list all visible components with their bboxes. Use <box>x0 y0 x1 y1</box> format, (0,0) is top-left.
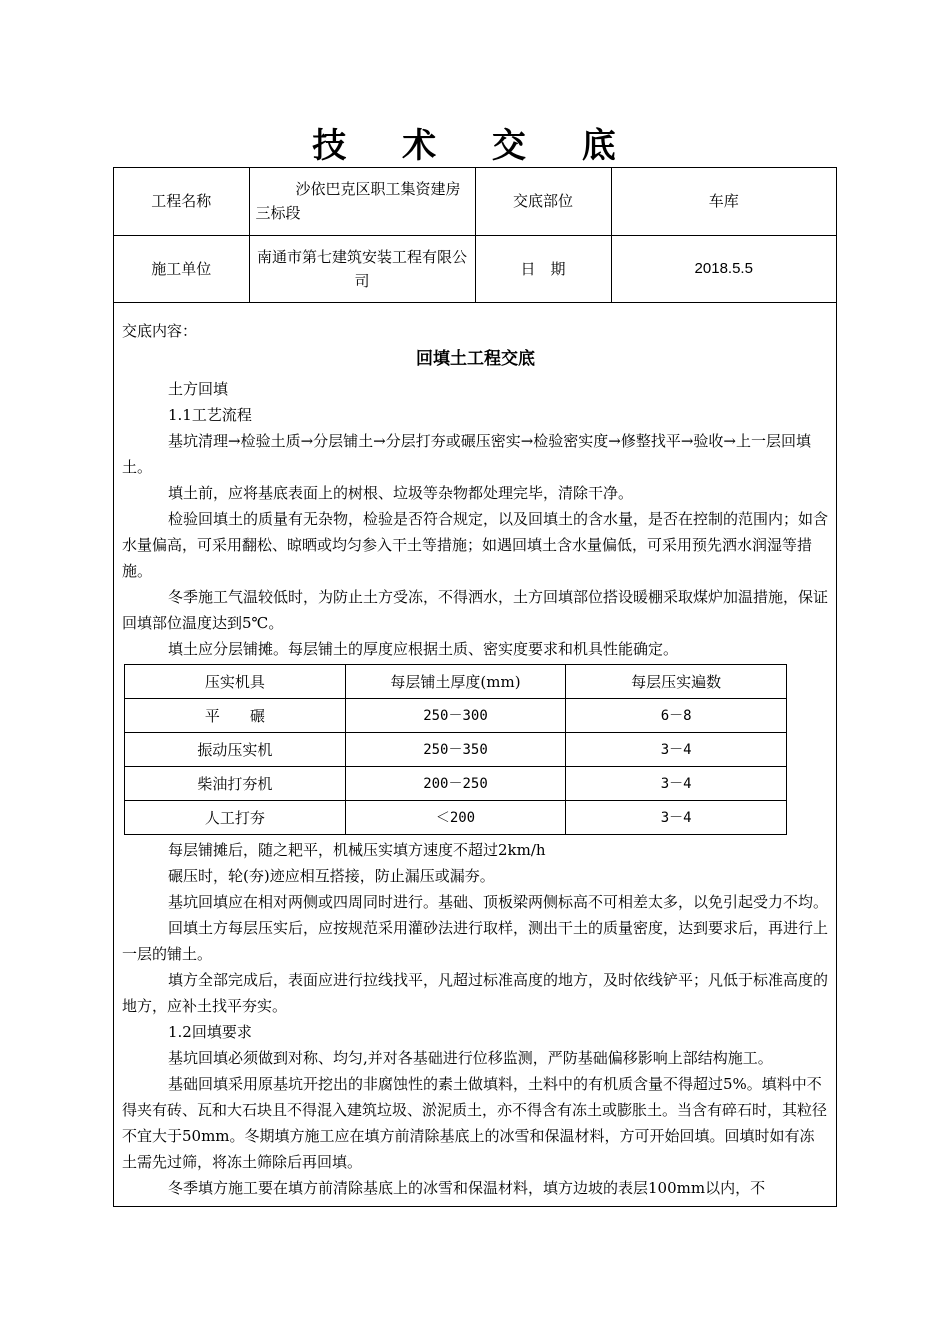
table-cell: 3－4 <box>566 801 787 835</box>
table-cell: 250－350 <box>345 733 566 767</box>
table-cell: 3－4 <box>566 733 787 767</box>
disclosure-content <box>122 318 829 1201</box>
table-header-row <box>125 665 787 699</box>
subsection-1-1: 1.1工艺流程 <box>168 406 252 424</box>
compaction-table <box>124 664 787 835</box>
paragraph: 每层铺摊后，随之耙平，机械压实填方速度不超过2km/h <box>168 841 546 859</box>
paragraph: 填土应分层铺摊。每层铺土的厚度应根据土质、密实度要求和机具性能确定。 <box>168 640 679 658</box>
table-header-cell: 压实机具 <box>125 665 346 699</box>
disclosure-part-label: 交底部位 <box>475 168 611 235</box>
table-row <box>125 767 787 801</box>
table-cell: ＜200 <box>345 801 566 835</box>
paragraph: 填土前，应将基底表面上的树根、垃圾等杂物都处理完毕，清除干净。 <box>168 484 634 502</box>
paragraph: 检验回填土的质量有无杂物，检验是否符合规定，以及回填土的含水量，是否在控制的范围内；如含水量偏高，可采用翻松、晾晒或均匀参入干土等措施；如遇回填土含水量偏低，可采用预先洒水润湿等措施。 <box>122 510 829 580</box>
disclosure-part-value: 车库 <box>611 168 836 235</box>
table-header-cell: 每层压实遍数 <box>566 665 787 699</box>
paragraph: 填方全部完成后，表面应进行拉线找平，凡超过标准高度的地方，及时依线铲平；凡低于标准高度的地方，应补土找平夯实。 <box>122 971 829 1015</box>
table-row <box>125 801 787 835</box>
table-cell: 平 碾 <box>125 699 346 733</box>
paragraph: 冬季施工气温较低时，为防止土方受冻，不得洒水，土方回填部位搭设暖棚采取煤炉加温措施，保证回填部位温度达到5℃。 <box>122 588 829 632</box>
paragraph: 基坑回填必须做到对称、均匀,并对各基础进行位移监测，严防基础偏移影响上部结构施工。 <box>168 1049 773 1067</box>
paragraph: 基坑清理→检验土质→分层铺土→分层打夯或碾压密实→检验密实度→修整找平→验收→上一层回填土。 <box>122 432 811 476</box>
table-cell: 6－8 <box>566 699 787 733</box>
content-title: 回填土工程交底 <box>416 349 535 369</box>
table-cell: 3－4 <box>566 767 787 801</box>
table-cell: 200－250 <box>345 767 566 801</box>
paragraph: 碾压时，轮(夯)迹应相互搭接，防止漏压或漏夯。 <box>168 867 495 885</box>
table-row <box>125 699 787 733</box>
table-row <box>125 733 787 767</box>
date-value: 2018.5.5 <box>611 235 836 302</box>
table-cell: 柴油打夯机 <box>125 767 346 801</box>
document-title: 技 术 交 底 <box>312 126 638 166</box>
table-cell: 人工打夯 <box>125 801 346 835</box>
table-cell: 250－300 <box>345 699 566 733</box>
project-name-value: 沙依巴克区职工集资建房三标段 <box>249 168 475 235</box>
construction-unit-value: 南通市第七建筑安装工程有限公司 <box>249 235 475 302</box>
table-header-cell: 每层铺土厚度(mm) <box>345 665 566 699</box>
construction-unit-label: 施工单位 <box>114 235 249 302</box>
date-label: 日 期 <box>475 235 611 302</box>
paragraph: 冬季填方施工要在填方前清除基底上的冰雪和保温材料，填方边坡的表层100mm以内，不 <box>168 1179 766 1197</box>
disclosure-form <box>113 167 837 1207</box>
paragraph: 基坑回填应在相对两侧或四周同时进行。基础、顶板梁两侧标高不可相差太多，以免引起受力不均。 <box>168 893 829 911</box>
header-table <box>114 168 836 303</box>
section-heading: 土方回填 <box>168 380 229 398</box>
content-label: 交底内容： <box>122 322 198 340</box>
project-name-label: 工程名称 <box>114 168 249 235</box>
paragraph: 基础回填采用原基坑开挖出的非腐蚀性的素土做填料，土料中的有机质含量不得超过5%。填料中不得夹有砖、瓦和大石块且不得混入建筑垃圾、淤泥质土，亦不得含有冻土或膨胀土。当含有碎石时，其粒径不宜大于50mm。冬期填方施工应在填方前清除基底上的冰雪和保温材料，方可开始回填。回填时如有冻土需先过筛，将冻土筛除后再回填。 <box>122 1075 828 1171</box>
paragraph: 回填土方每层压实后，应按规范采用灌砂法进行取样，测出干土的质量密度，达到要求后，再进行上一层的铺土。 <box>122 919 829 963</box>
subsection-1-2: 1.2回填要求 <box>168 1023 252 1041</box>
table-cell: 振动压实机 <box>125 733 346 767</box>
